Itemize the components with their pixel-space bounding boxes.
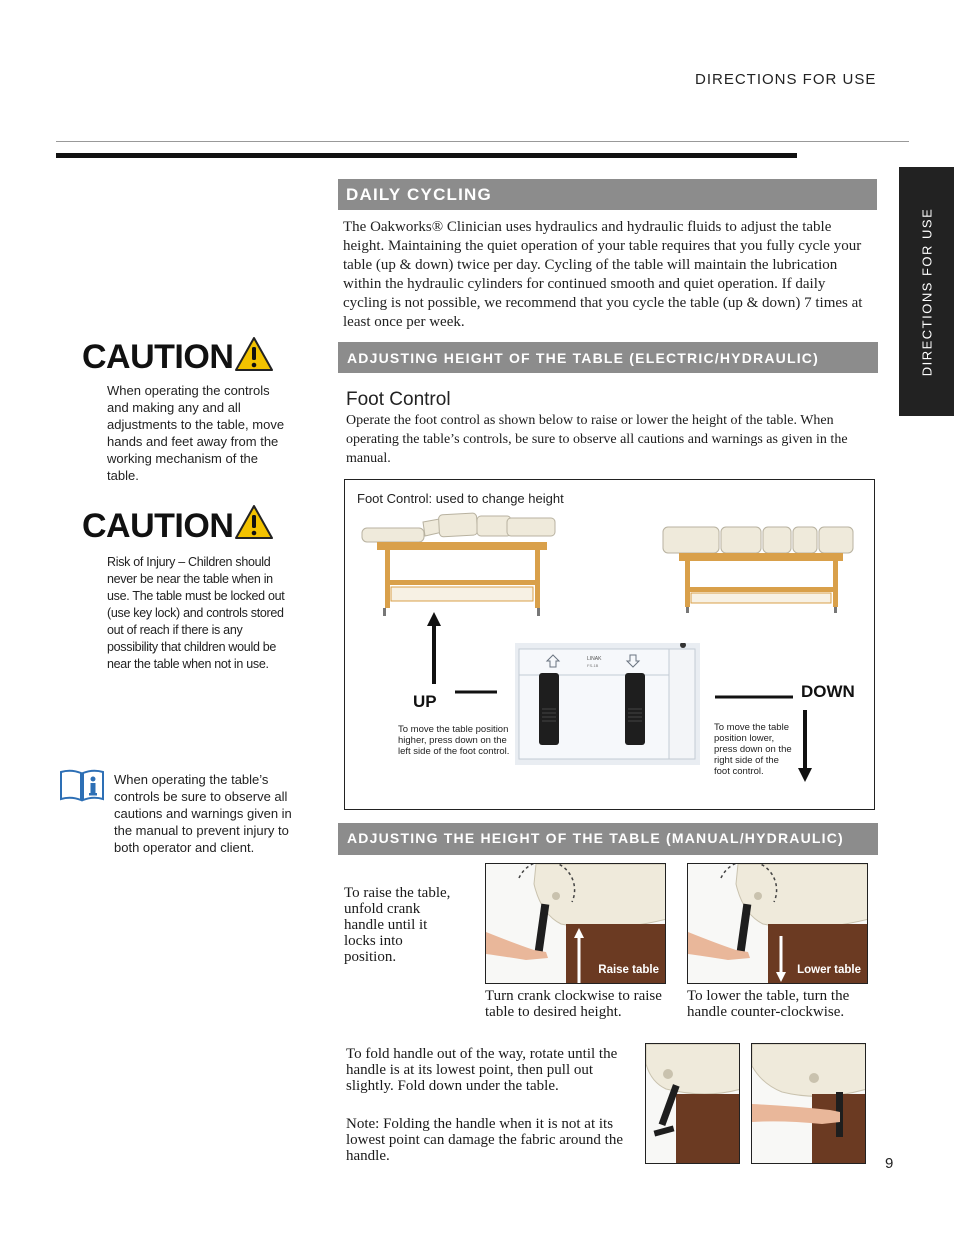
table-raised-image	[357, 510, 562, 620]
fold-handle-photo-1	[645, 1043, 740, 1164]
fold-step-1-illustration	[646, 1044, 740, 1164]
info-book-icon	[58, 769, 106, 802]
raise-instructions: To raise the table, unfold crank handle until it locks into position.	[344, 885, 451, 965]
warning-triangle-icon	[234, 504, 274, 540]
warning-triangle-icon	[234, 336, 274, 372]
down-label: DOWN	[801, 682, 855, 701]
raise-caption: Turn crank clockwise to raise table to desired height.	[485, 988, 662, 1020]
side-tab	[899, 167, 954, 416]
down-arrow-icon	[795, 710, 815, 782]
page-number: 9	[885, 1155, 894, 1172]
foot-control-heading: Foot Control	[346, 389, 451, 410]
caution-text-1: When operating the controls and making any and all adjustments to the table, move hands and feet away from the working mechanism of the table.	[107, 383, 285, 483]
fold-instructions: To fold handle out of the way, rotate until the handle is at its lowest point, then pull out slightly. Fold down under the table.	[346, 1046, 618, 1094]
up-label: UP	[413, 692, 437, 711]
foot-pedal-image	[515, 643, 700, 765]
lower-table-label: Lower table	[797, 964, 861, 976]
raise-table-photo	[485, 863, 666, 984]
foot-control-text: Operate the foot control as shown below to raise or lower the height of the table. When operating the table’s controls, be sure to observe all cautions and warnings as given in the manual.	[346, 413, 848, 466]
caution-title-1: CAUTION	[82, 338, 234, 376]
page-header-title: DIRECTIONS FOR USE	[695, 71, 877, 88]
daily-cycling-text: The Oakworks® Clinician uses hydraulics and hydraulic fluids to adjust the table height. Maintaining the quiet operation of your table requires that you fully cycle your table (up & down) twice per day. Cycling of the table will maintain the lubrication within the hydraulic cylinders for continued smooth and quiet operation. If daily cycling is not possible, we recommend that you cycle the table (up & down) 7 times at least once per week.	[343, 219, 863, 330]
daily-cycling-heading: DAILY CYCLING	[338, 179, 877, 210]
fold-handle-photo-2	[751, 1043, 866, 1164]
pedal-brand: LINAK	[587, 656, 602, 662]
caution-title-2: CAUTION	[82, 507, 234, 545]
pedal-model: FS-1B	[587, 663, 599, 668]
down-note: To move the table position lower, press down on the right side of the foot control.	[714, 722, 792, 777]
caution-text-2: Risk of Injury – Children should never be near the table when in use. The table must be locked out (use key lock) and controls stored out of reach if there is any possibility that children would be near the table when not in use.	[107, 555, 285, 671]
side-tab-label: DIRECTIONS FOR USE	[919, 207, 934, 376]
header-thin-rule	[56, 141, 909, 142]
electric-heading: ADJUSTING HEIGHT OF THE TABLE (ELECTRIC/HYDRAULIC)	[338, 342, 878, 373]
lower-caption: To lower the table, turn the handle counter-clockwise.	[687, 988, 850, 1020]
raise-table-label: Raise table	[598, 964, 659, 976]
lower-table-photo	[687, 863, 868, 984]
manual-heading: ADJUSTING THE HEIGHT OF THE TABLE (MANUAL/HYDRAULIC)	[338, 823, 878, 855]
table-lowered-image	[657, 515, 862, 625]
info-note-text: When operating the table’s controls be sure to observe all cautions and warnings given in the manual to prevent injury to both operator and client.	[114, 772, 292, 855]
up-line	[455, 689, 497, 695]
up-note: To move the table position higher, press down on the left side of the foot control.	[398, 724, 510, 757]
down-line	[715, 694, 793, 700]
fold-note: Note: Folding the handle when it is not at its lowest point can damage the fabric around the handle.	[346, 1116, 623, 1164]
fold-step-2-illustration	[752, 1044, 866, 1164]
header-thick-rule	[56, 153, 797, 158]
figure-caption: Foot Control: used to change height	[357, 491, 564, 506]
up-arrow-icon	[424, 612, 444, 684]
